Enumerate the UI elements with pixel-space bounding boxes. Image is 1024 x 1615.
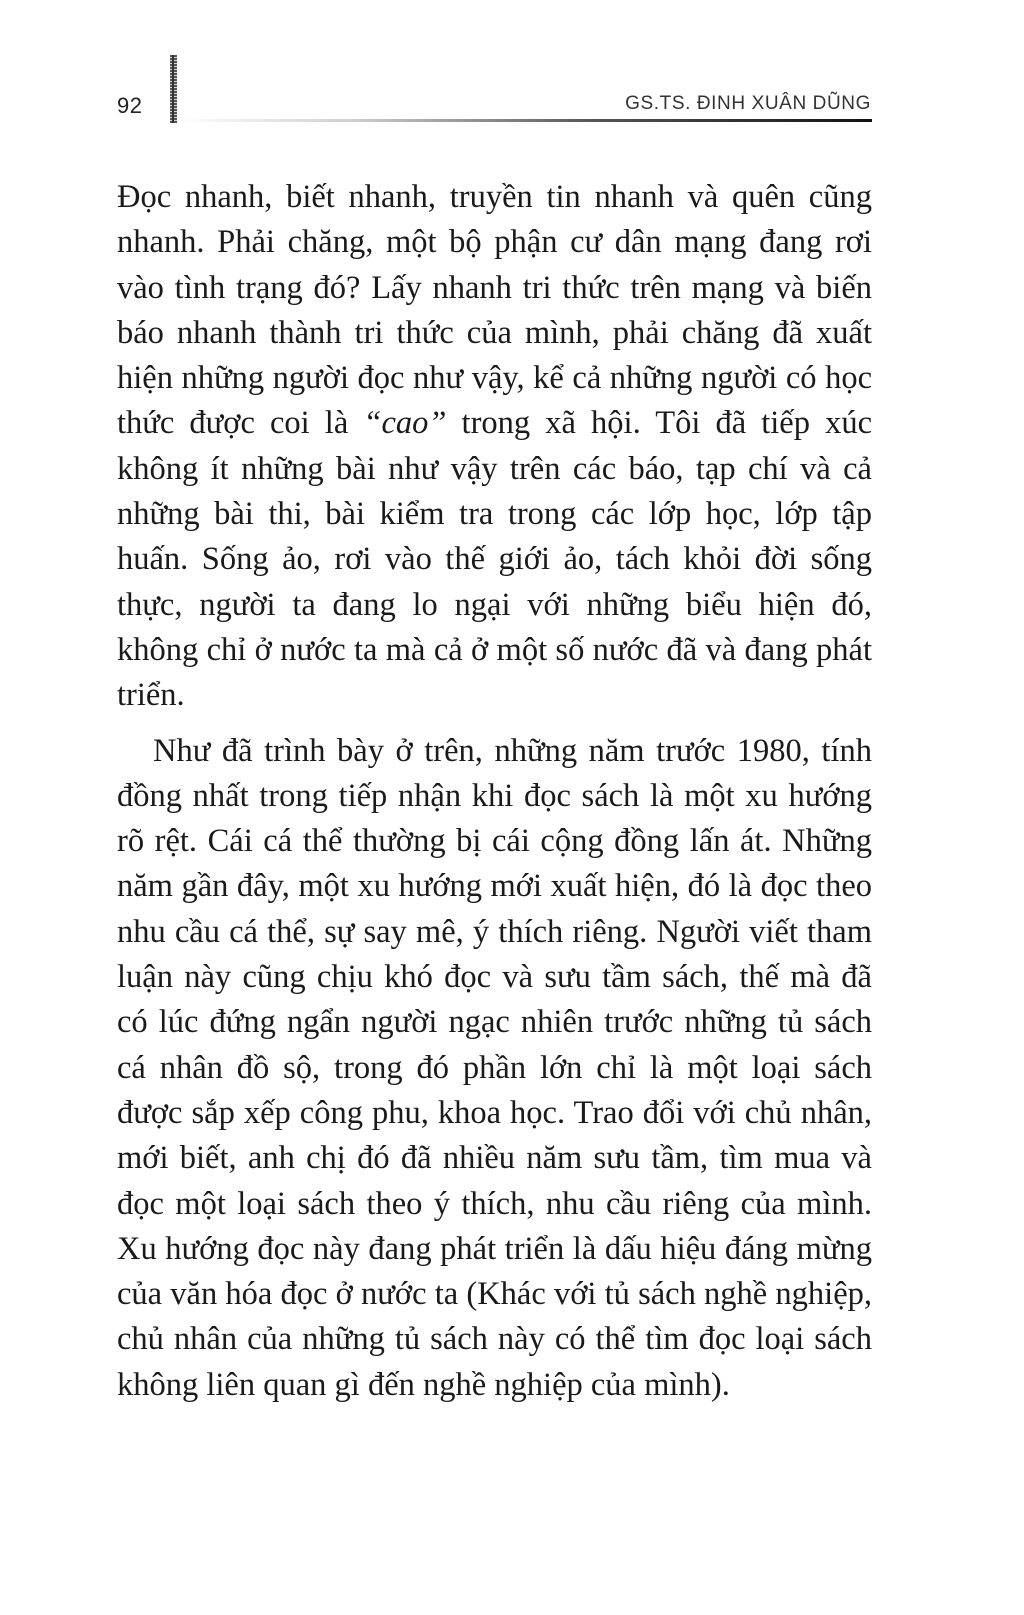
body-text xyxy=(117,175,872,1408)
quoted-word-cao: “cao” xyxy=(363,405,447,442)
running-head-author: GS.TS. ĐINH XUÂN DŨNG xyxy=(625,93,871,114)
page-number: 92 xyxy=(117,93,143,118)
paragraph-1-part-1: Đọc nhanh, biết nhanh, truyền tin nhanh và quên cũng nhanh. Phải chăng, một bộ phận cư dân mạng đang rơi vào tình trạng đó? Lấy nhanh tri thức trên mạng và biến báo nhanh thành tri thức của mình, phải chăng đã xuất hiện những người đọc như vậy, kể cả những người có học thức được coi là xyxy=(117,179,872,442)
page-header xyxy=(0,0,1024,140)
paragraph-2: Như đã trình bày ở trên, những năm trước 1980, tính đồng nhất trong tiếp nhận khi đọc sách là một xu hướng rõ rệt. Cái cá thể thường bị cái cộng đồng lấn át. Những năm gần đây, một xu hướng mới xuất hiện, đó là đọc theo nhu cầu cá thể, sự say mê, ý thích riêng. Người viết tham luận này cũng chịu khó đọc và sưu tầm sách, thế mà đã có lúc đứng ngẩn người ngạc nhiên trước những tủ sách cá nhân đồ sộ, trong đó phần lớn chỉ là một loại sách được sắp xếp công phu, khoa học. Trao đổi với chủ nhân, mới biết, anh chị đó đã nhiều năm sưu tầm, tìm mua và đọc một loại sách theo ý thích, nhu cầu riêng của mình. Xu hướng đọc này đang phát triển là dấu hiệu đáng mừng của văn hóa đọc ở nước ta (Khác với tủ sách nghề nghiệp, chủ nhân của những tủ sách này có thể tìm đọc loại sách không liên quan gì đến nghề nghiệp của mình). xyxy=(117,732,872,1403)
paragraph-1-part-2: trong xã hội. Tôi đã tiếp xúc không ít những bài như vậy trên các báo, tạp chí và cả những bài thi, bài kiểm tra trong các lớp học, lớp tập huấn. Sống ảo, rơi vào thế giới ảo, tách khỏi đời sống thực, người ta đang lo ngại với những biểu hiện đó, không chỉ ở nước ta mà cả ở một số nước đã và đang phát triển. xyxy=(117,405,872,714)
paragraph-1 xyxy=(117,175,872,719)
header-ornament-bar xyxy=(170,55,177,123)
header-rule xyxy=(178,119,872,122)
